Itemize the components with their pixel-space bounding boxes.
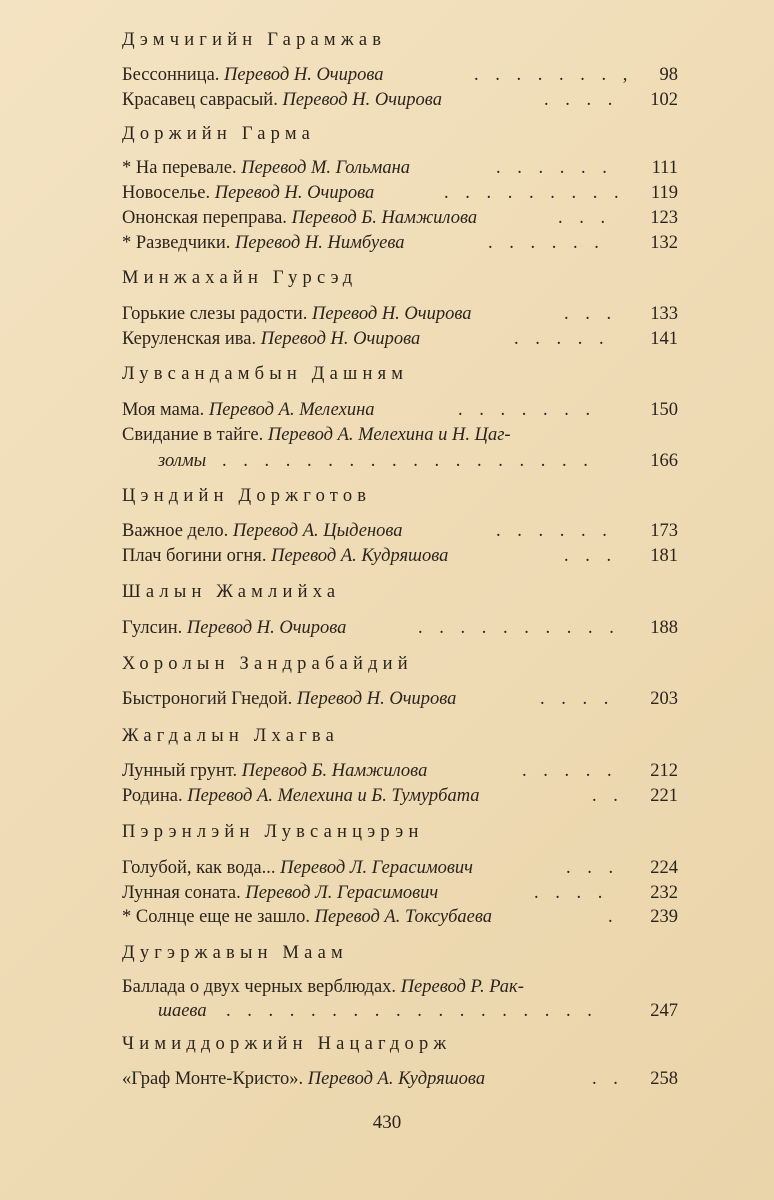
entry-page-number: 133 [650, 304, 678, 324]
entry-translator: Перевод Н. Очирова [214, 183, 375, 203]
leader-dots: . . . . . . [496, 158, 613, 178]
leader-dots: . . . . . . . [458, 400, 597, 420]
author-heading: Цэндийн Доржготов [122, 486, 372, 506]
entry-title: Ононская переправа. [122, 208, 287, 228]
entry-translator: Перевод Л. Герасимович [280, 858, 474, 878]
entry-page-number: 150 [650, 400, 678, 420]
entry-title: Моя мама. [122, 400, 205, 420]
author-heading: Дэмчигийн Гарамжав [122, 30, 387, 50]
leader-dots: . . . . . [514, 329, 610, 349]
toc-entry [122, 906, 678, 928]
toc-entry [122, 399, 678, 421]
entry-page-number: 173 [650, 521, 678, 541]
entry-title: * Разведчики. [122, 233, 231, 253]
entry-title: * На перевале. [122, 158, 237, 178]
entry-page-number: 221 [650, 786, 678, 806]
leader-dots: . . . . . . . , [474, 65, 634, 85]
entry-page-number: 132 [650, 233, 678, 253]
leader-dots: . . . . [534, 883, 609, 903]
toc-entry [122, 617, 678, 639]
entry-title: Гулсин. [122, 618, 183, 638]
entry-title: Важное дело. [122, 521, 229, 541]
entry-page-number: 258 [650, 1069, 678, 1089]
leader-dots: . [608, 907, 619, 927]
entry-page-number: 98 [659, 65, 678, 85]
leader-dots: . . . [564, 304, 618, 324]
entry-title: Горькие слезы радости. [122, 304, 308, 324]
author-heading: Чимиддоржийн Нацагдорж [122, 1034, 452, 1054]
leader-dots: . . . . . . . . . [444, 183, 625, 203]
leader-dots: . . [592, 786, 624, 806]
entry-translator: Перевод Н. Очирова [282, 90, 442, 110]
entry-page-number: 247 [650, 1001, 678, 1021]
entry-translator: Перевод А. Токсубаева [314, 907, 493, 927]
entry-translator: Перевод Л. Герасимович [245, 883, 439, 903]
author-heading: Жагдалын Лхагва [122, 726, 340, 746]
toc-entry [122, 760, 678, 782]
toc-entry [122, 976, 678, 998]
entry-page-number: 203 [650, 689, 678, 709]
author-heading: Дугэржавын Маам [122, 943, 348, 963]
entry-translator: Перевод А. Кудряшова [271, 546, 449, 566]
entry-title: Красавец саврасый. [122, 90, 278, 110]
toc-entry [122, 303, 678, 325]
entry-title: * Солнце еще не зашло. [122, 907, 310, 927]
leader-dots: . . . . . [522, 761, 618, 781]
entry-title: Баллада о двух черных верблюдах. [122, 977, 397, 997]
entry-title: Лунный грунт. [122, 761, 238, 781]
entry-title: Керуленская ива. [122, 329, 257, 349]
entry-translator: Перевод Н. Очирова [260, 329, 421, 349]
entry-page-number: 141 [650, 329, 678, 349]
toc-entry [122, 157, 678, 179]
toc-entry [122, 545, 678, 567]
entry-translator: Перевод Н. Очирова [224, 65, 384, 85]
author-heading: Хоролын Зандрабайдий [122, 654, 413, 674]
toc-entry [122, 1068, 678, 1090]
toc-entry [122, 785, 678, 807]
entry-title: Плач богини огня. [122, 546, 267, 566]
author-heading: Лувсандамбын Дашням [122, 364, 409, 384]
toc-entry [122, 520, 678, 542]
entry-translator: Перевод М. Гольмана [241, 158, 410, 178]
toc-entry-continuation [122, 450, 678, 472]
toc-entry [122, 89, 678, 111]
entry-page-number: 188 [650, 618, 678, 638]
entry-translator: Перевод А. Мелехина [208, 400, 375, 420]
toc-entry [122, 424, 678, 446]
toc-entry [122, 328, 678, 350]
entry-page-number: 166 [650, 451, 678, 471]
entry-translator: Перевод Н. Очирова [296, 689, 457, 709]
leader-dots: . . . . [540, 689, 615, 709]
entry-title: «Граф Монте-Кристо». [122, 1069, 304, 1089]
leader-dots: . . . . . . . . . . . . . . . . . . [226, 1001, 598, 1021]
entry-page-number: 232 [650, 883, 678, 903]
entry-translator: Перевод Н. Очирова [186, 618, 347, 638]
entry-title: Бессонница. [122, 65, 220, 85]
entry-translator: Перевод А. Мелехина и Н. Цаг- [267, 425, 511, 445]
entry-title: Свидание в тайге. [122, 425, 264, 445]
entry-page-number: 181 [650, 546, 678, 566]
leader-dots: . . . . . . . . . . . . . . . . . . [222, 451, 594, 471]
entry-title: Быстроногий Гнедой. [122, 689, 293, 709]
toc-entry [122, 857, 678, 879]
author-heading: Шалын Жамлийха [122, 582, 341, 602]
leader-dots: . . . [566, 858, 620, 878]
toc-entry [122, 232, 678, 254]
entry-page-number: 119 [650, 183, 678, 203]
leader-dots: . . . . . . [488, 233, 605, 253]
entry-page-number: 224 [650, 858, 678, 878]
entry-translator: Перевод Н. Нимбуева [235, 233, 405, 253]
author-heading: Минжахайн Гурсэд [122, 268, 358, 288]
leader-dots: . . [592, 1069, 624, 1089]
entry-page-number: 111 [651, 158, 678, 178]
entry-translator: Перевод Б. Намжилова [241, 761, 428, 781]
entry-title: Лунная соната. [122, 883, 241, 903]
toc-entry [122, 182, 678, 204]
toc-entry [122, 64, 678, 86]
entry-page-number: 212 [650, 761, 678, 781]
author-heading: Доржийн Гарма [122, 124, 316, 144]
entry-page-number: 239 [650, 907, 678, 927]
entry-title: Новоселье. [122, 183, 211, 203]
leader-dots: . . . . [544, 90, 619, 110]
entry-translator: Перевод А. Кудряшова [307, 1069, 486, 1089]
entry-translator: Перевод А. Цыденова [232, 521, 403, 541]
entry-translator: Перевод Р. Рак- [400, 977, 524, 997]
entry-translator-continuation: шаева [158, 1001, 207, 1021]
page-number: 430 [372, 1112, 402, 1133]
leader-dots: . . . . . . . . . . [418, 618, 620, 638]
author-heading: Пэрэнлэйн Лувсанцэрэн [122, 822, 424, 842]
leader-dots: . . . [558, 208, 612, 228]
toc-entry-continuation [122, 1000, 678, 1022]
entry-translator: Перевод Б. Намжилова [291, 208, 478, 228]
toc-entry [122, 207, 678, 229]
entry-translator: Перевод Н. Очирова [312, 304, 472, 324]
toc-entry [122, 688, 678, 710]
entry-translator-continuation: золмы [158, 451, 207, 471]
entry-page-number: 102 [650, 90, 678, 110]
entry-title: Родина. [122, 786, 183, 806]
entry-translator: Перевод А. Мелехина и Б. Тумурбата [187, 786, 480, 806]
leader-dots: . . . [564, 546, 618, 566]
leader-dots: . . . . . . [496, 521, 613, 541]
entry-page-number: 123 [650, 208, 678, 228]
toc-entry [122, 882, 678, 904]
entry-title: Голубой, как вода... [122, 858, 276, 878]
